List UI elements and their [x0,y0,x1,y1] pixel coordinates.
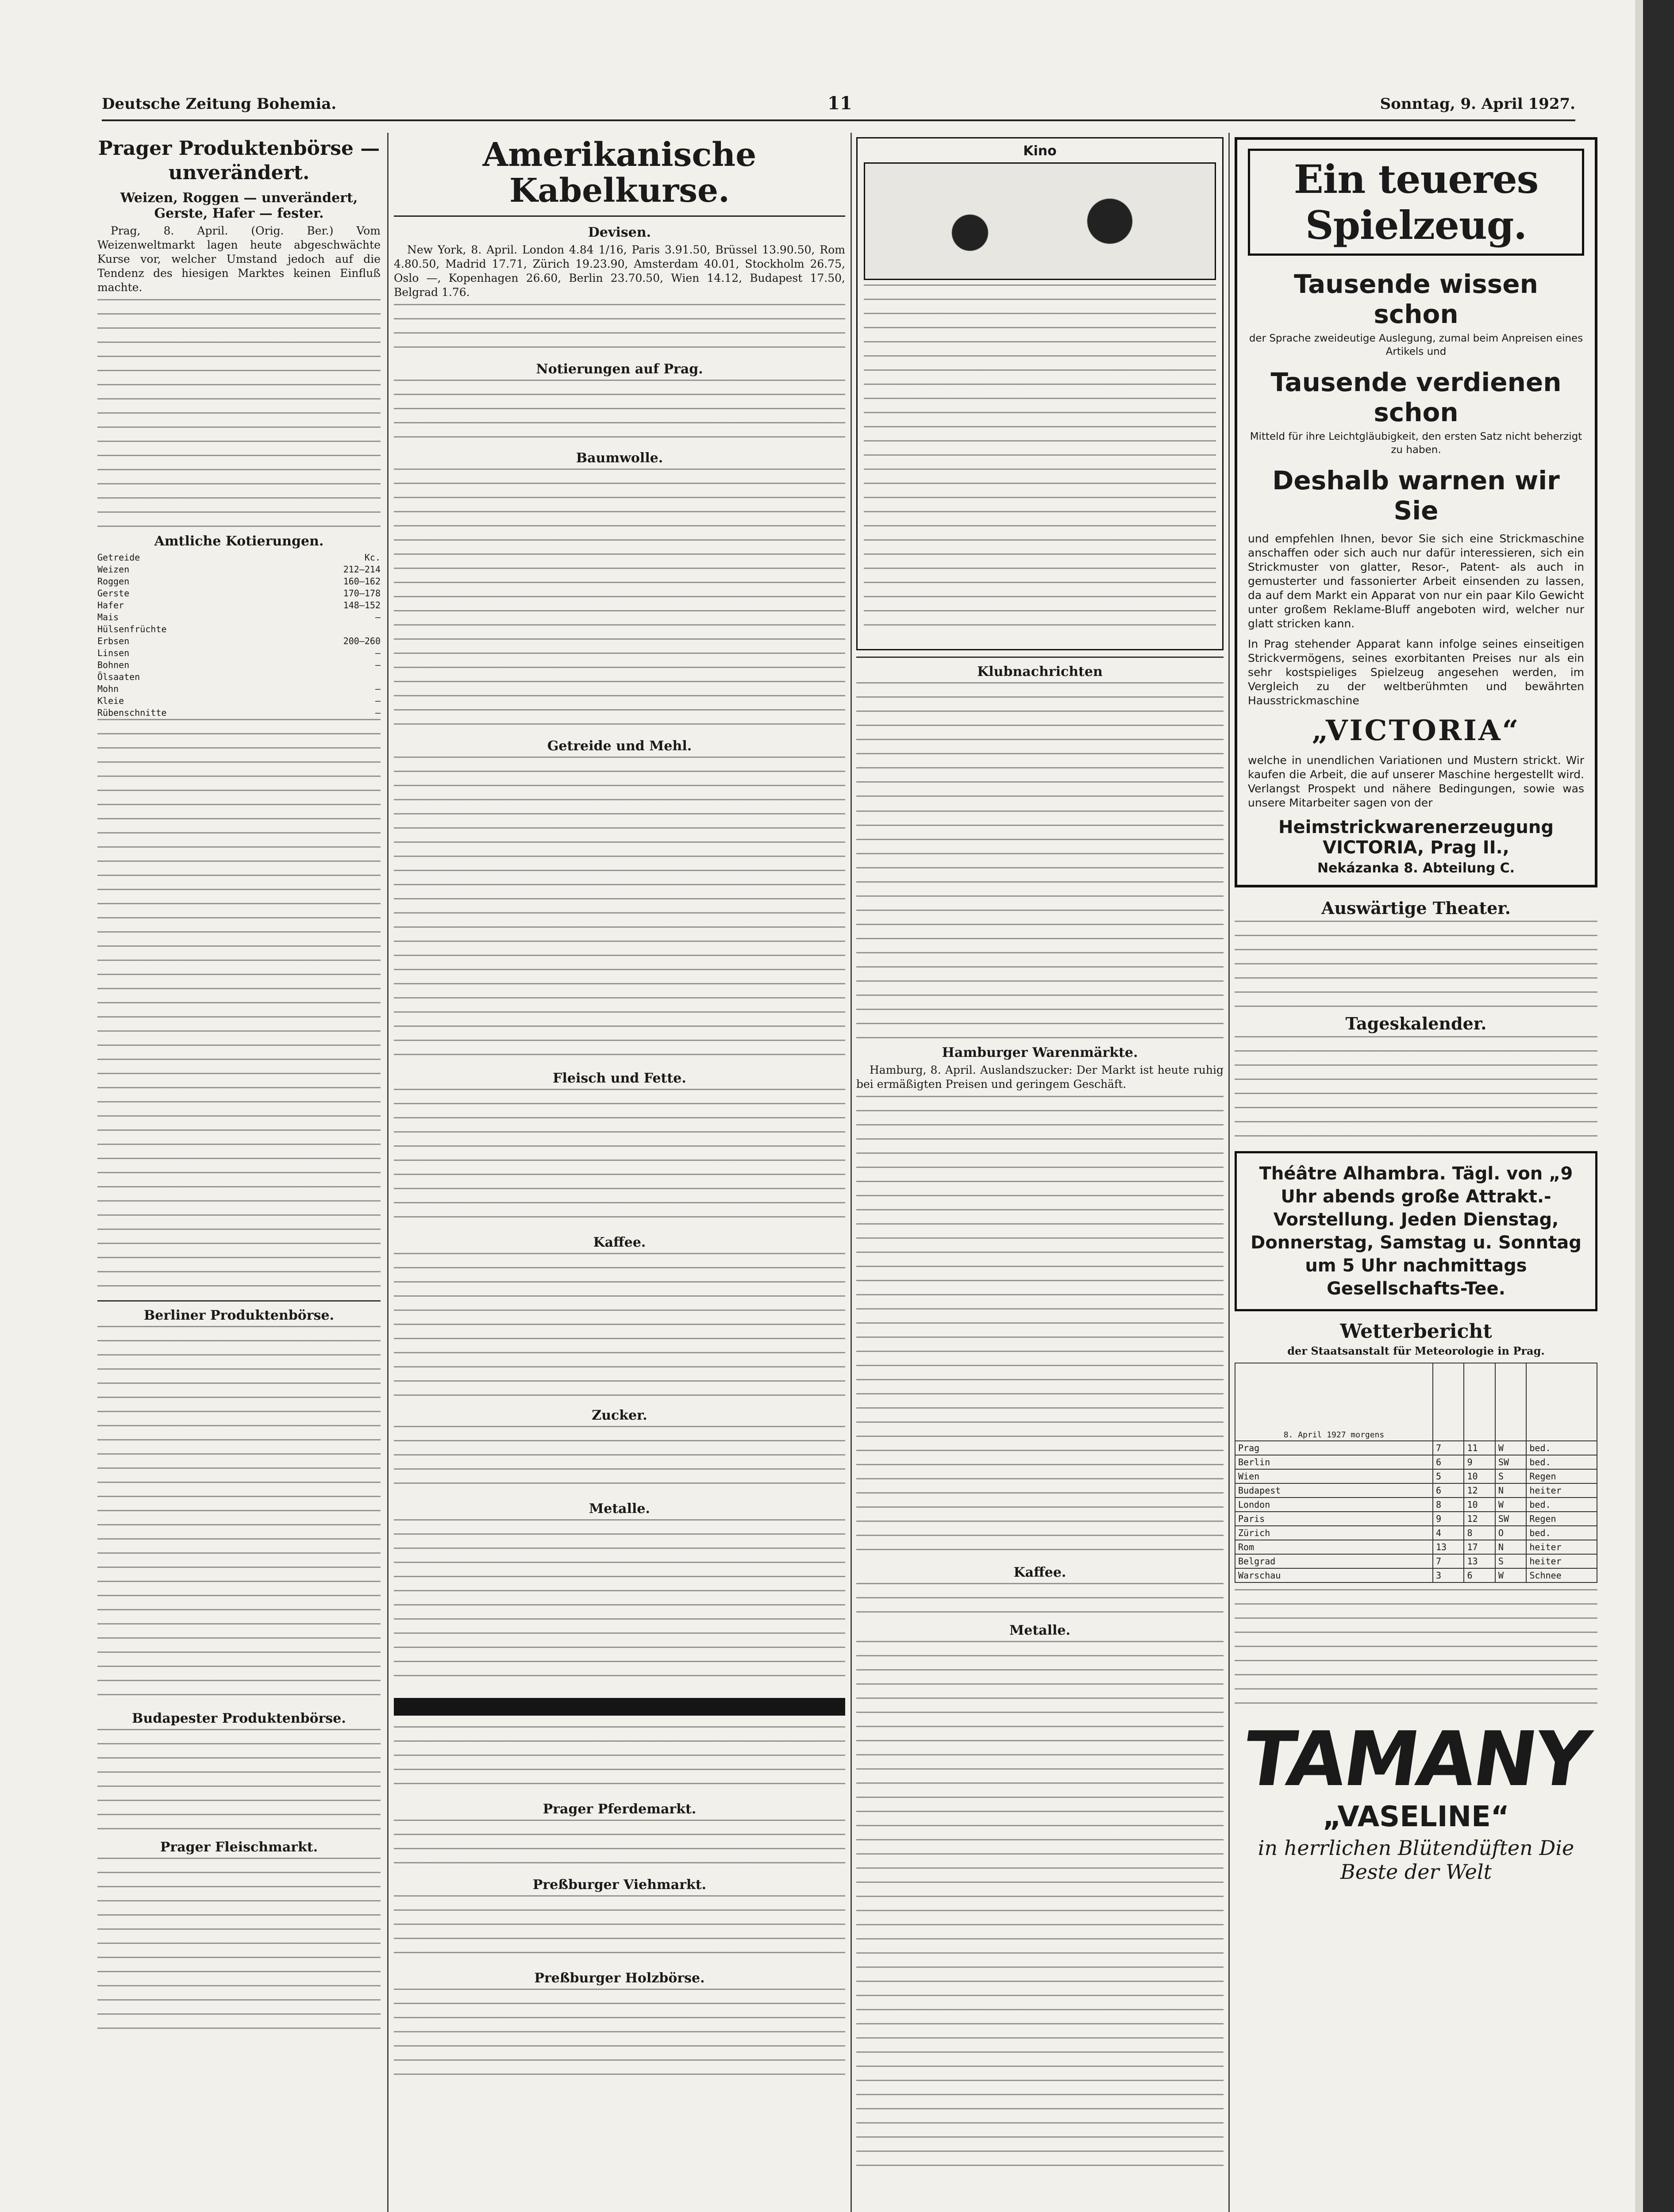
divider [97,1300,381,1302]
quote-row: Weizen 212—214 [97,564,381,575]
alhambra-ad: Théâtre Alhambra. Tägl. von „9 Uhr abends große Attrakt.-Vorstellung. Jeden Dienstag, Donnerstag, Samstag u. Sonntag um 5 Uhr nachmittags Gesellschafts-Tee. [1235,1151,1597,1311]
quote-row: Ölsaaten [97,672,140,682]
weather-row: Budapest 6 12 N heiter [1235,1483,1597,1498]
text-block [394,380,845,446]
text-block [1235,1036,1597,1142]
official-quotes-title: Amtliche Kotierungen. [154,534,324,549]
kino-label: Kino [1023,143,1057,159]
quote-row: Getreide Kc. [97,552,381,563]
weather-row: Zürich 4 8 O bed. [1235,1526,1597,1540]
text-block [856,682,1224,806]
weather-table [1235,1363,1597,1583]
text-block [856,1641,1224,2172]
devisen-title: Devisen. [588,224,651,240]
hamburg-metals-title: Metalle. [1009,1623,1070,1638]
column-misc [856,133,1224,2212]
weather-row: Belgrad 7 13 S heiter [1235,1554,1597,1568]
club-news-title: Klubnachrichten [977,664,1103,680]
weather-row: London 8 10 W bed. [1235,1498,1597,1512]
tamany-product: „VASELINE“ [1323,1801,1509,1833]
cotton-title: Baumwolle. [576,450,663,466]
weather-row: Paris 9 12 SW Regen [1235,1512,1597,1526]
ad-company: Heimstrickwarenerzeugung VICTORIA, Prag II., [1278,817,1554,858]
kino-ad [856,137,1224,650]
ad-subtext-1: der Sprache zweideutige Auslegung, zumal beim Anpreisen eines Artikels und [1249,333,1583,357]
quote-row: Mohn — [97,684,381,694]
text-block [394,1820,845,1873]
weather-title: Wetterbericht [1340,1320,1492,1343]
text-block [394,1989,845,2077]
metals-title: Metalle. [589,1501,650,1517]
text-block [856,1583,1224,1618]
dark-bar [394,1698,845,1716]
ad-heading-3: Deshalb warnen wir Sie [1272,465,1560,526]
prague-exchange-subline: Weizen, Roggen — unverändert, Gerste, Hafer — fester. [120,190,358,221]
text-block [97,1729,381,1835]
theater-title: Auswärtige Theater. [1321,898,1511,918]
ad-body-2: In Prag stehender Apparat kann infolge seines einseitigen Strickvermögens, seines exorbitanten Preises nur als ein sehr kostspieliges Spielzeug angesehen werden, im Vergleich zu der weltberühmten und bewährten Hausstrickmaschine [1248,637,1584,707]
text-block [394,469,845,734]
ad-body-3: welche in unendlichen Variationen und Mustern strickt. Wir kaufen die Arbeit, die auf unserer Maschine hergestellt wird. Verlangst Prospekt und nähere Bedingungen, sowie was unsere Mitarbeiter sagen von der [1248,754,1584,809]
american-cable-title: Amerikanische Kabelkurse. [394,137,845,217]
text-block [394,757,845,1066]
weather-row: Berlin 6 9 SW bed. [1235,1455,1597,1469]
text-block [394,1519,845,1687]
divider [856,657,1224,658]
column-rule [1228,133,1230,2212]
meat-title: Fleisch und Fette. [553,1070,686,1086]
tamany-tagline: in herrlichen Blütendüften Die Beste der Welt [1258,1836,1574,1884]
text-block [394,1726,845,1797]
quote-row: Kleie — [97,695,381,706]
quote-block [97,719,381,1294]
budapest-exchange-title: Budapester Produktenbörse. [132,1711,346,1726]
ad-subtext-2: Mitteld für ihre Leichtgläubigkeit, den ersten Satz nicht beherzigt zu haben. [1250,431,1582,456]
quote-row: Gerste 170—178 [97,588,381,599]
timber-exchange-title: Preßburger Holzbörse. [534,1970,705,1986]
text-block [1235,921,1597,1009]
quote-row: Mais — [97,612,381,622]
page-edge-dark [1643,0,1674,2212]
coffee-title: Kaffee. [593,1234,646,1250]
cattle-market-title: Preßburger Viehmarkt. [532,1877,707,1893]
weather-header-row [1235,1363,1597,1441]
quote-row: Hafer 148—152 [97,600,381,611]
ad-headline: Ein teueres Spielzeug. [1248,149,1584,256]
text-block [1235,1589,1597,1704]
text-block [856,810,1224,1041]
hamburg-coffee-title: Kaffee. [1013,1565,1066,1580]
prague-notes-title: Notierungen auf Prag. [536,361,703,377]
berlin-exchange-title: Berliner Produktenbörse. [143,1308,335,1323]
text-block [394,1253,845,1403]
weather-row: Wien 5 10 S Regen [1235,1469,1597,1483]
weather-row: Rom 13 17 N heiter [1235,1540,1597,1554]
weather-date-header: 8. April 1927 morgens [1235,1363,1433,1441]
prague-exchange-text: Prag, 8. April. (Orig. Ber.) Vom Weizenweltmarkt lagen heute abgeschwächte Kurse vor, welcher Umstand jedoch auf die Tendenz des hiesigen Marktes keinen Einfluß machte. [97,224,381,294]
quote-row: Erbsen 200—260 [97,636,381,646]
column-ads [1235,133,1597,2212]
devisen-text: New York, 8. April. London 4.84 1/16, Paris 3.91.50, Brüssel 13.90.50, Rom 4.80.50, Madrid 17.71, Zürich 19.23.90, Amsterdam 40.01, Stockholm 26.75, Oslo —, Kopenhagen 26.60, Berlin 23.70.50, Wien 14.12, Budapest 17.50, Belgrad 1.76. [394,243,845,299]
issue-date: Sonntag, 9. April 1927. [1380,95,1575,113]
text-block [394,304,845,357]
ad-heading-2: Tausende verdienen schon [1270,367,1562,427]
horse-market-title: Prager Pferdemarkt. [543,1801,697,1817]
text-block [394,1089,845,1230]
page-header [102,93,1575,121]
column-american-cable [394,133,845,2212]
text-block [856,1096,1224,1560]
prague-exchange-title: Prager Produktenbörse — unverändert. [98,137,380,184]
day-calendar-title: Tageskalender. [1345,1014,1487,1033]
hamburg-goods-text: Hamburg, 8. April. Auslandszucker: Der Markt ist heute ruhig bei ermäßigten Preisen und geringem Geschäft. [856,1064,1224,1091]
ad-brand: „VICTORIA“ [1312,714,1520,747]
quote-row: Roggen 160—162 [97,576,381,587]
ad-heading-1: Tausende wissen schon [1294,269,1538,329]
tamany-logo: TAMANY [1238,1716,1594,1803]
weather-subtitle: der Staatsanstalt für Meteorologie in Prag. [1287,1344,1545,1357]
quote-row: Linsen — [97,648,381,658]
quote-row: Rübenschnitte — [97,707,381,718]
prague-meat-title: Prager Fleischmarkt. [160,1839,318,1855]
column-rule [387,133,389,2212]
text-block [394,1895,845,1966]
weather-row: Warschau 3 6 W Schnee [1235,1568,1597,1582]
weather-row: Prag 7 11 W bed. [1235,1441,1597,1455]
column-rule [850,133,852,2212]
quote-table [97,552,381,719]
sugar-title: Zucker. [592,1407,647,1423]
tamany-ad [1235,1716,1597,1884]
text-block [97,1326,381,1706]
page-number: 11 [827,93,852,114]
ad-text [864,284,1216,638]
grain-title: Getreide und Mehl. [547,738,692,754]
text-block [97,1858,381,2035]
quote-row: Bohnen — [97,660,381,670]
column-market-prague [97,133,381,2212]
ad-address: Nekázanka 8. Abteilung C. [1317,860,1515,876]
text-block [394,1426,845,1497]
film-illustration [864,162,1216,280]
hamburg-goods-title: Hamburger Warenmärkte. [942,1045,1138,1060]
text-block [97,299,381,529]
page-edge-light [1635,0,1643,2212]
ad-body: und empfehlen Ihnen, bevor Sie sich eine Strickmaschine anschaffen oder sich auch nur dafür interessieren, sich ein Strickmuster von glatter, Resor-, Patent- als auch in gemusterter und fassonierter Arbeit einsenden zu lassen, da auf dem Markt ein Apparat von nur ein paar Kilo Gewicht unter großem Reklame-Bluff angeboten wird, welcher nur glatt stricken kann. [1248,532,1584,630]
victoria-ad [1235,137,1597,887]
quote-row: Hülsenfrüchte [97,624,167,634]
newspaper-name: Deutsche Zeitung Bohemia. [102,95,337,113]
